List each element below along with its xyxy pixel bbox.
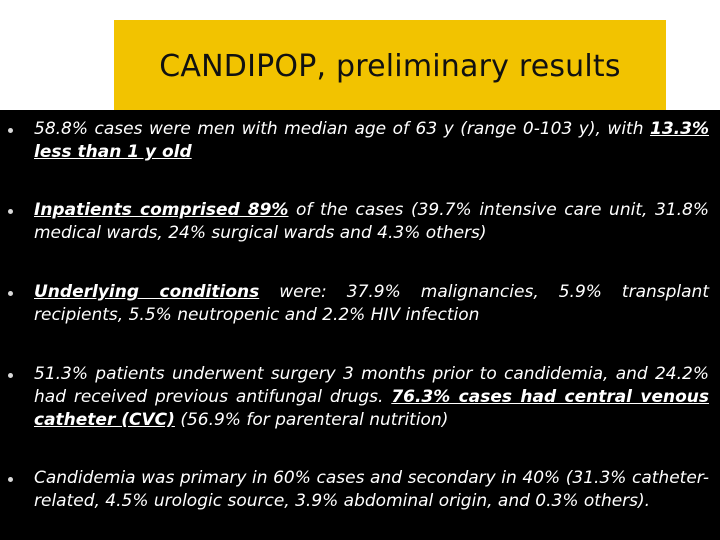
- title-box: [114, 20, 666, 110]
- bullet-dot-icon: [8, 128, 13, 133]
- highlight-text: Inpatients comprised 89%: [34, 200, 289, 220]
- bullet-text: [34, 281, 709, 327]
- bullet-text: [34, 467, 709, 513]
- bullet-text-part: Candidemia was primary in 60% cases and secondary in 40% (31.3% catheter-related, 4.5% urologic source, 3.9% abdominal origin, and 0.3% others).: [34, 468, 709, 511]
- bullet-text-part: 58.8% cases were men with median age of 63 y (range 0-103 y), with: [34, 119, 651, 139]
- bullet-text-part: of the cases (39.7% intensive care unit, 31.8% medical wards, 24% surgical wards and 4.3% others): [34, 200, 709, 243]
- bullet-text: [34, 363, 709, 432]
- highlight-text: 13.3% less than 1 y old: [34, 119, 709, 162]
- bullet-text-part: were: 37.9% malignancies, 5.9% transplant recipients, 5.5% neutropenic and 2.2% HIV infection: [34, 282, 709, 325]
- bullet-dot-icon: [8, 291, 13, 296]
- bullet-dot-icon: [8, 373, 13, 378]
- highlight-text: Underlying conditions: [34, 282, 260, 302]
- bullet-text-part: (56.9% for parenteral nutrition): [174, 410, 449, 430]
- slide-title: CANDIPOP, preliminary results: [159, 48, 621, 84]
- bullet-dot-icon: [8, 209, 13, 214]
- bullet-text: [34, 199, 709, 245]
- highlight-text: 76.3% cases had central venous catheter (CVC): [34, 387, 710, 430]
- bullet-dot-icon: [8, 477, 13, 482]
- bullet-text-part: 51.3% patients underwent surgery 3 months prior to candidemia, and 24.2% had received previous antifungal drugs.: [34, 364, 709, 407]
- bullet-text: [34, 118, 709, 164]
